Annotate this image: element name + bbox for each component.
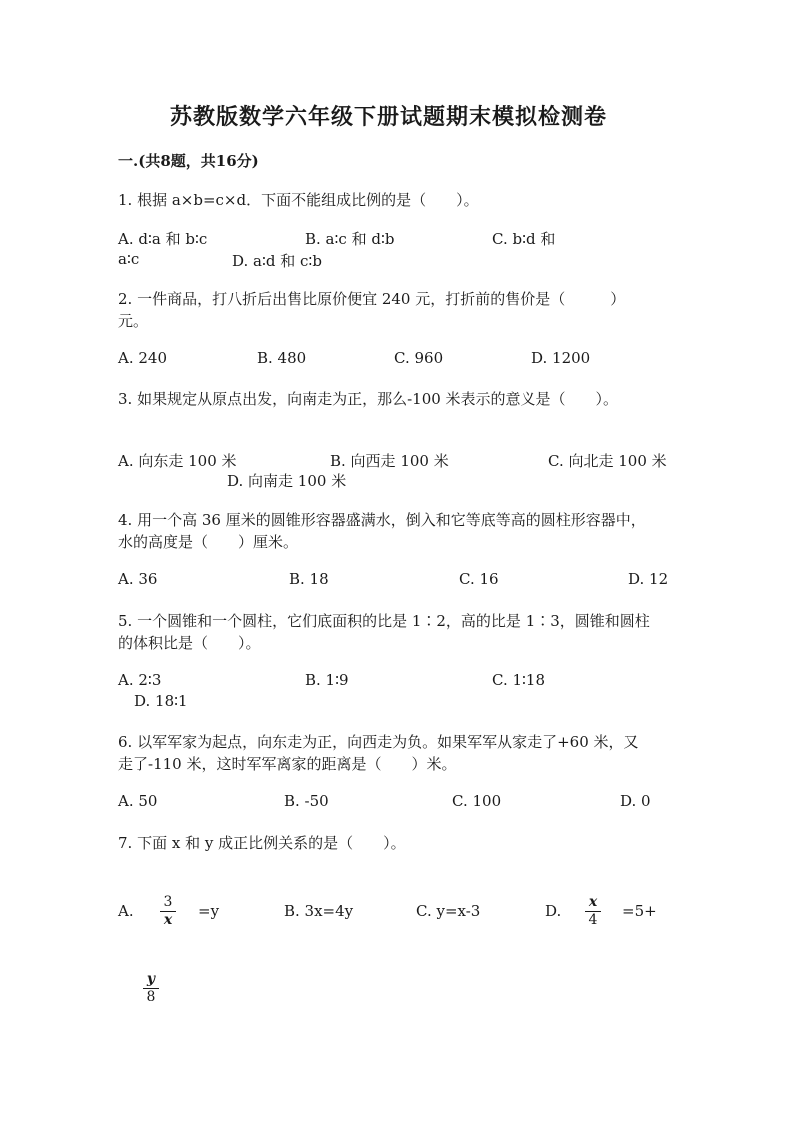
q5-option-b: B. 1∶9 [305,671,349,689]
fraction-denominator: x [163,912,173,928]
fraction-numerator: x [588,894,598,910]
question-4-line-2: 水的高度是（ ）厘米。 [118,533,299,551]
q5-option-c: C. 1∶18 [492,671,546,689]
fraction-denominator: 8 [146,989,156,1005]
q7-option-a-tail: =y [198,902,220,920]
fraction-numerator: 3 [163,894,173,910]
q7-option-d-fraction-2 [143,972,159,1005]
q6-option-a: A. 50 [118,792,158,810]
q7-option-c: C. y=x-3 [416,902,481,920]
q3-option-b: B. 向西走 100 米 [330,452,449,470]
question-4-line-1: 4. 用一个高 36 厘米的圆锥形容器盛满水，倒入和它等底等高的圆柱形容器中， [118,511,646,529]
question-5-line-2: 的体积比是（ ）。 [118,634,261,652]
q7-option-d-tail: =5+ [622,902,657,920]
page-title: 苏教版数学六年级下册试题期末模拟检测卷 [170,104,608,130]
section-heading: 一.(共8题，共16分) [118,152,259,170]
q7-option-a-label: A. [118,902,134,920]
q2-option-b: B. 480 [257,349,307,367]
question-6-line-1: 6. 以军军家为起点，向东走为正，向西走为负。如果军军从家走了+60 米，又 [118,733,639,751]
question-6-line-2: 走了-110 米，这时军军离家的距离是（ ）米。 [118,755,457,773]
q6-option-b: B. -50 [284,792,329,810]
q1-option-b: B. a∶c 和 d∶b [305,230,395,248]
q2-option-a: A. 240 [118,349,167,367]
q1-option-a: A. d∶a 和 b∶c [118,230,208,248]
q4-option-c: C. 16 [459,570,499,588]
question-2-line-1: 2. 一件商品，打八折后出售比原价便宜 240 元，打折前的售价是（ ） [118,290,626,308]
q4-option-a: A. 36 [118,570,158,588]
question-3-stem: 3. 如果规定从原点出发，向南走为正，那么-100 米表示的意义是（ ）。 [118,390,619,408]
q6-option-d: D. 0 [620,792,651,810]
q3-option-a: A. 向东走 100 米 [118,452,237,470]
q3-option-d: D. 向南走 100 米 [227,472,347,490]
question-2-line-2: 元。 [118,312,149,330]
q2-option-c: C. 960 [394,349,444,367]
q6-option-c: C. 100 [452,792,502,810]
fraction-numerator: y [146,971,156,987]
q2-option-d: D. 1200 [531,349,591,367]
q1-option-d: D. a∶d 和 c∶b [232,252,322,270]
q4-option-b: B. 18 [289,570,329,588]
fraction-denominator: 4 [588,912,598,928]
q7-option-d-label: D. [545,902,562,920]
q7-option-a-fraction [160,895,176,928]
q3-option-c: C. 向北走 100 米 [548,452,667,470]
question-7-stem: 7. 下面 x 和 y 成正比例关系的是（ ）。 [118,834,406,852]
q7-option-d-fraction [585,895,601,928]
question-1-stem: 1. 根据 a×b=c×d．下面不能组成比例的是（ ）。 [118,191,479,209]
q1-option-c: C. b∶d 和 [492,230,556,248]
q1-option-c-cont: a∶c [118,250,140,268]
q5-option-d: D. 18∶1 [134,692,188,710]
q7-option-b: B. 3x=4y [284,902,354,920]
question-5-line-1: 5. 一个圆锥和一个圆柱，它们底面积的比是 1∶2，高的比是 1∶3，圆锥和圆柱 [118,612,650,630]
q5-option-a: A. 2∶3 [118,671,162,689]
q4-option-d: D. 12 [628,570,669,588]
